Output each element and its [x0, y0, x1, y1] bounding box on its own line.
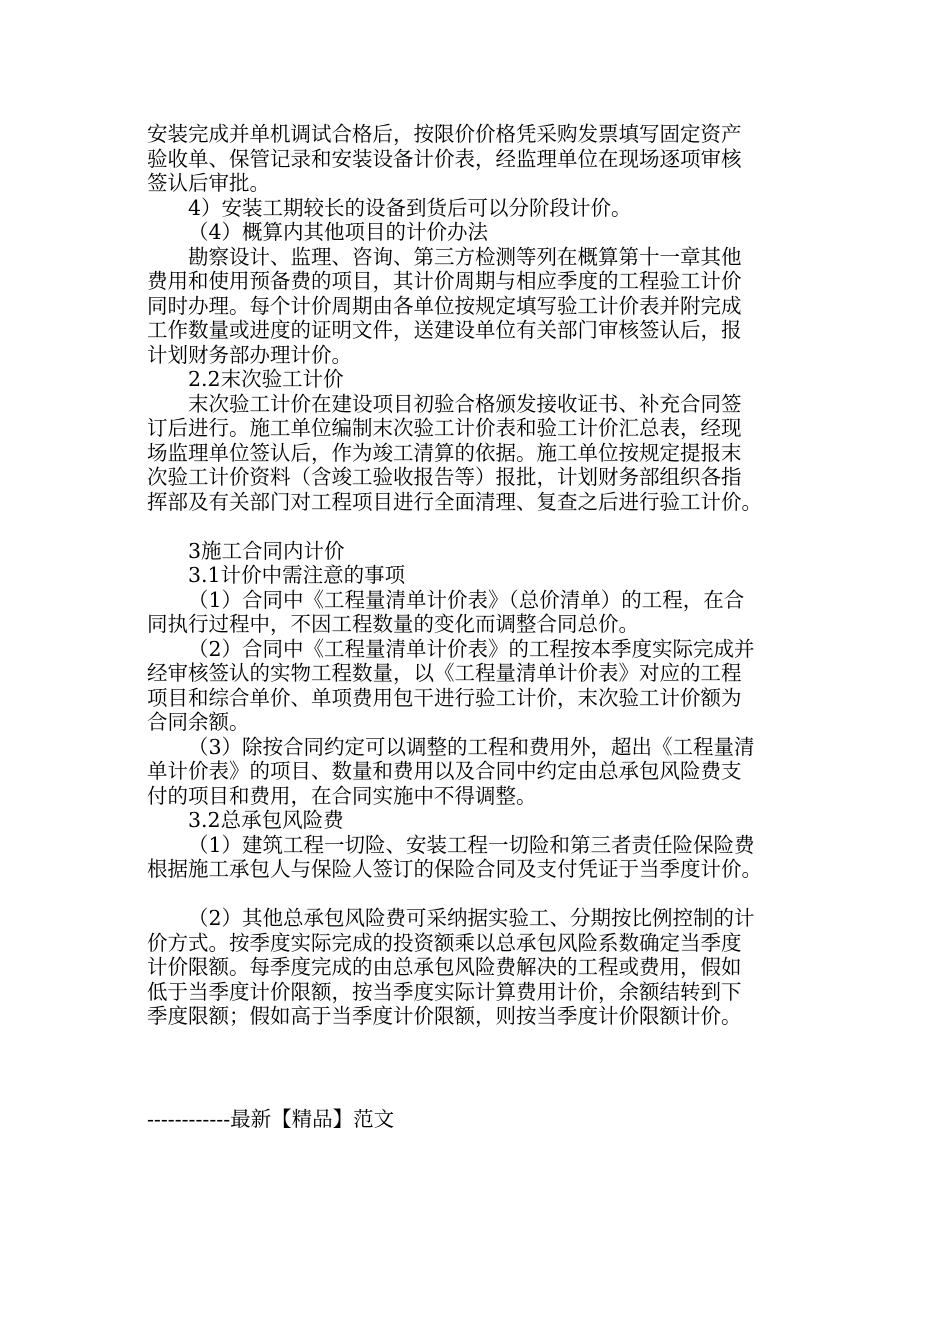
text-line: 项目和综合单价、单项费用包干进行验工计价，末次验工计价额为	[147, 685, 742, 710]
text-line: 签认后审批。	[147, 171, 270, 195]
text-line: 3.1计价中需注意的事项	[188, 563, 406, 587]
text-line: 计价限额。每季度完成的由总承包风险费解决的工程或费用，假如	[147, 955, 742, 979]
text-line: 4）安装工期较长的设备到货后可以分阶段计价。	[188, 195, 632, 220]
text-line: 订后进行。施工单位编制末次验工计价表和验工计价汇总表，经现	[147, 416, 742, 440]
text-line: 次验工计价资料（含竣工验收报告等）报批，计划财务部组织各指	[147, 465, 742, 489]
text-line: （2）合同中《工程量清单计价表》的工程按本季度实际完成并	[188, 636, 755, 661]
text-line: 场监理单位签认后，作为竣工清算的依据。施工单位按规定提报末	[147, 440, 742, 465]
text-line: 2.2末次验工计价	[188, 367, 344, 391]
text-line: 3.2总承包风险费	[188, 808, 344, 832]
text-line: 勘察设计、监理、咨询、第三方检测等列在概算第十一章其他	[188, 244, 742, 269]
text-line: 经审核签认的实物工程数量，以《工程量清单计价表》对应的工程	[147, 661, 742, 685]
text-line: 计划财务部办理计价。	[147, 342, 352, 367]
text-line: 低于当季度计价限额，按当季度实际计算费用计价，余额结转到下	[147, 979, 742, 1004]
text-line: 挥部及有关部门对工程项目进行全面清理、复查之后进行验工计价。	[147, 489, 762, 514]
blank-line	[147, 882, 807, 907]
text-line: 末次验工计价在建设项目初验合格颁发接收证书、补充合同签	[188, 391, 742, 416]
footer-text: ------------最新【精品】范文	[147, 1107, 395, 1131]
text-line: （1）合同中《工程量清单计价表》（总价清单）的工程，在合	[188, 587, 745, 612]
text-line: 3施工合同内计价	[188, 538, 345, 563]
text-line: 单计价表》的项目、数量和费用以及合同中约定由总承包风险费支	[147, 759, 742, 783]
text-line: 季度限额；假如高于当季度计价限额，则按当季度计价限额计价。	[147, 1004, 742, 1028]
text-line: 付的项目和费用，在合同实施中不得调整。	[147, 783, 537, 808]
text-line: 安装完成并单机调试合格后，按限价价格凭采购发票填写固定资产	[147, 122, 742, 146]
text-line: （2）其他总承包风险费可采纳据实验工、分期按比例控制的计	[188, 906, 755, 930]
text-line: 同执行过程中，不因工程数量的变化而调整合同总价。	[147, 612, 639, 636]
text-line: 验收单、保管记录和安装设备计价表，经监理单位在现场逐项审核	[147, 146, 742, 171]
text-line: 合同余额。	[147, 710, 250, 734]
text-line: （4）概算内其他项目的计价办法	[188, 220, 489, 244]
text-line: 工作数量或进度的证明文件，送建设单位有关部门审核签认后，报	[147, 318, 742, 342]
text-line: 价方式。按季度实际完成的投资额乘以总承包风险系数确定当季度	[147, 930, 742, 955]
text-line: 根据施工承包人与保险人签订的保险合同及支付凭证于当季度计价。	[147, 857, 762, 881]
text-line: （1）建筑工程一切险、安装工程一切险和第三者责任险保险费	[188, 832, 755, 857]
blank-line	[147, 514, 807, 539]
text-line: （3）除按合同约定可以调整的工程和费用外，超出《工程量清	[188, 734, 755, 759]
text-line: 同时办理。每个计价周期由各单位按规定填写验工计价表并附完成	[147, 293, 742, 318]
text-line: 费用和使用预备费的项目，其计价周期与相应季度的工程验工计价	[147, 269, 742, 293]
document-body	[147, 122, 807, 1029]
